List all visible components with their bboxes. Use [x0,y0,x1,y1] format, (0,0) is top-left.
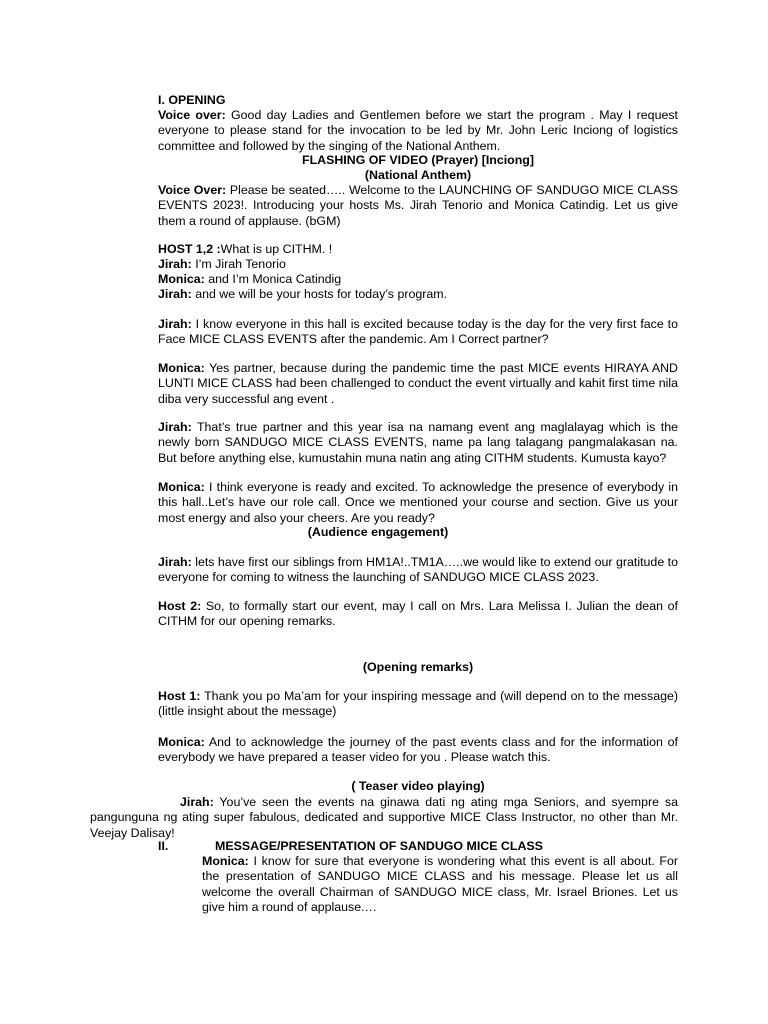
dialogue-host-1 [158,689,678,720]
speaker-label: HOST 1,2 : [158,242,221,256]
speaker-label: Host 1: [158,689,201,703]
dialogue-text: and I’m Monica Catindig [204,272,342,286]
cue-teaser-video: ( Teaser video playing) [351,779,485,793]
section-heading-message: MESSAGE/PRESENTATION OF SANDUGO MICE CLASS [215,839,543,853]
dialogue-monica-4 [158,735,678,766]
dialogue-jirah-1 [158,257,286,272]
speaker-label: Voice over: [158,108,226,122]
dialogue-text: What is up CITHM. ! [220,242,333,256]
dialogue-text: Good day Ladies and Gentlemen before we start the program . May I request everyone to please stand for the invocation to be led by Mr. John Leric Inciong of logistics committee and followed by the singing of the National Anthem. [158,108,678,153]
cue-opening-remarks: (Opening remarks) [362,660,474,674]
dialogue-monica-1 [158,272,341,287]
dialogue-text: and we will be your hosts for today’s program. [191,287,448,301]
cue-audience-engagement: (Audience engagement) [307,525,449,539]
dialogue-text: You’ve seen the events na ginawa dati ng ating mga Seniors, and syempre sa pangunguna ng ating super fabulous, dedicated and supportive MICE Class Instructor, no other than Mr. Veejay Dalisay! [90,795,678,840]
dialogue-text: I think everyone is ready and excited. To acknowledge the presence of everybody in this hall..Let’s have our role call. Once we mentioned your course and section. Give us your most energy and also your cheers. Are you ready? [158,480,678,525]
speaker-label: Voice Over: [158,183,227,197]
speaker-label: Monica: [158,272,205,286]
dialogue-monica-3 [158,480,678,526]
speaker-label: Jirah: [158,257,192,271]
dialogue-text: So, to formally start our event, may I call on Mrs. Lara Melissa I. Julian the dean of CITHM for our opening remarks. [158,599,678,629]
speaker-label: Jirah: [158,420,192,434]
dialogue-jirah-4 [158,420,678,466]
speaker-label: Monica: [158,480,205,494]
speaker-label: Jirah: [158,287,192,301]
speaker-label: Monica: [158,735,205,749]
dialogue-host-2 [158,599,678,630]
speaker-label: Monica: [202,854,249,868]
speaker-label: Host 2: [158,599,202,613]
dialogue-text: Please be seated….. Welcome to the LAUNCHING OF SANDUGO MICE CLASS EVENTS 2023!. Introducing your hosts Ms. Jirah Tenorio and Monica Catindig. Let us give them a round of applause. (bGM) [158,183,678,228]
dialogue-text: lets have first our siblings from HM1A!..TM1A…..we would like to extend our gratitude to everyone for coming to witness the launching of SANDUGO MICE CLASS 2023. [158,555,678,585]
dialogue-text: I’m Jirah Tenorio [191,257,286,271]
dialogue-host12 [158,242,332,257]
cue-national-anthem: (National Anthem) [364,168,472,182]
speaker-label: Jirah: [158,555,192,569]
dialogue-text: I know everyone in this hall is excited because today is the day for the very first face to Face MICE CLASS EVENTS after the pandemic. Am I Correct partner? [158,317,678,347]
voice-over-paragraph-1 [158,108,678,154]
dialogue-jirah-2 [158,287,447,302]
speaker-label: Jirah: [158,317,192,331]
speaker-label: Monica: [158,361,205,375]
cue-flashing-video: FLASHING OF VIDEO (Prayer) [Inciong] [302,153,534,167]
dialogue-text: Yes partner, because during the pandemic time the past MICE events HIRAYA AND LUNTI MICE CLASS had been challenged to conduct the event virtually and kahit first time nila diba very successful ang event . [158,361,678,406]
dialogue-monica-5 [202,854,678,916]
section-number-ii: II. [158,839,169,853]
dialogue-jirah-6 [90,795,678,841]
dialogue-jirah-5 [158,555,678,586]
voice-over-paragraph-2 [158,183,678,229]
dialogue-text: And to acknowledge the journey of the past events class and for the information of everybody we have prepared a teaser video for you . Please watch this. [158,735,678,765]
dialogue-text: I know for sure that everyone is wondering what this event is all about. For the presentation of SANDUGO MICE CLASS and his message. Please let us all welcome the overall Chairman of SANDUGO MICE class, Mr. Israel Briones. Let us give him a round of applause.… [202,854,678,915]
dialogue-text: Thank you po Ma’am for your inspiring message and (will depend on to the message) (little insight about the message) [158,689,679,719]
dialogue-monica-2 [158,361,678,407]
dialogue-jirah-3 [158,317,678,348]
speaker-label: Jirah: [180,795,214,809]
section-heading-opening: I. OPENING [158,93,226,107]
dialogue-text: That’s true partner and this year isa na namang event ang maglalayag which is the newly born SANDUGO MICE CLASS EVENTS, name pa lang talagang pangmalakasan na. But before anything else, kumustahin muna natin ang ating CITHM students. Kumusta kayo? [158,420,678,465]
